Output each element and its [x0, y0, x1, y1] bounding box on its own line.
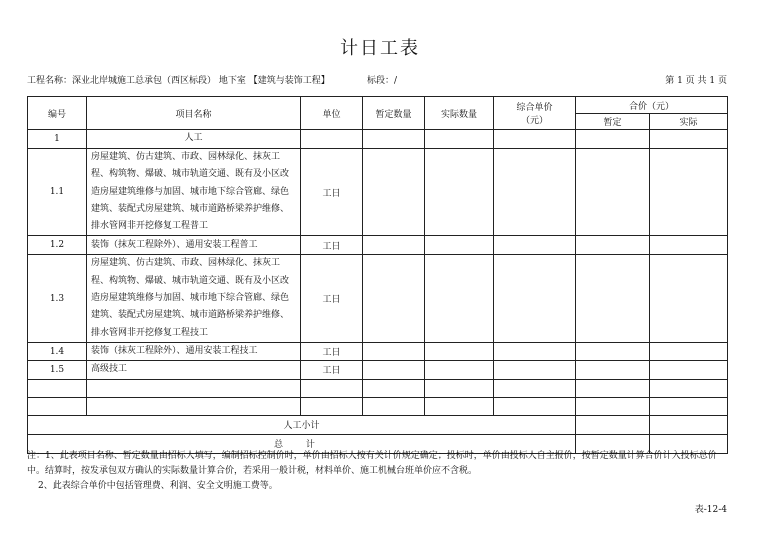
project-name: 工程名称：深业北岸城施工总承包（西区标段） 地下室 【建筑与装饰工程】	[27, 76, 330, 86]
notes	[27, 449, 727, 494]
table-meta	[27, 73, 727, 87]
row-unit: 工日	[301, 236, 363, 255]
note-1: 注：1、此表项目名称、暂定数量由招标人填写，编制招标控制价时，单价由招标人按有关计价规定确定；投标时，单价由投标人自主报价，按暂定数量计算合价计入投标总价中。结算时，按发承包双方确认的实际数量计算合价，若采用一般计税，材料单价、施工机械台班单价应不含税。	[27, 451, 717, 476]
table-row	[28, 361, 728, 379]
header-unit-price-label: 综合单价	[516, 103, 553, 113]
section-label: 标段：/	[367, 76, 398, 86]
row-name: 房屋建筑、仿古建筑、市政、园林绿化、抹灰工程、构筑物、爆破、城市轨道交通、既有及小区改造房屋建筑维修与加固、城市地下综合管廊、绿色建筑、装配式房屋建筑、城市道路桥梁养护维修、排水管网非开挖修复工程技工	[87, 255, 301, 342]
header-total-est: 暂定	[576, 114, 650, 130]
row-unit: 工日	[301, 342, 363, 360]
row-no: 1	[28, 130, 87, 149]
row-no: 1.5	[28, 361, 87, 379]
header-est-qty: 暂定数量	[363, 97, 425, 130]
total-label: 总 计	[28, 434, 576, 453]
header-actual-qty: 实际数量	[425, 97, 494, 130]
header-total: 合价（元）	[576, 97, 728, 114]
table-row	[28, 149, 728, 236]
header-name: 项目名称	[87, 97, 301, 130]
header-total-actual: 实际	[650, 114, 728, 130]
row-name: 装饰（抹灰工程除外）、通用安装工程技工	[87, 342, 301, 360]
subtotal-label: 人工小计	[28, 415, 576, 434]
row-no: 1.4	[28, 342, 87, 360]
header-no: 编号	[28, 97, 87, 130]
header-unit: 单位	[301, 97, 363, 130]
row-no: 1.2	[28, 236, 87, 255]
row-name: 高级技工	[87, 361, 301, 379]
page-indicator: 第 1 页 共 1 页	[665, 76, 727, 86]
row-name: 人工	[87, 130, 301, 149]
day-work-table	[27, 96, 728, 454]
row-name: 装饰（抹灰工程除外）、通用安装工程普工	[87, 236, 301, 255]
empty-row	[28, 379, 728, 397]
note-2: 2、此表综合单价中包括管理费、利润、安全文明施工费等。	[38, 481, 278, 491]
table-row	[28, 342, 728, 360]
subtotal-row	[28, 415, 728, 434]
header-unit-price	[494, 97, 576, 130]
row-unit	[301, 130, 363, 149]
row-unit: 工日	[301, 255, 363, 342]
header-unit-price-unit: （元）	[520, 116, 548, 126]
row-no: 1.3	[28, 255, 87, 342]
empty-row	[28, 397, 728, 415]
page-title: 计日工表	[340, 38, 420, 59]
row-unit: 工日	[301, 149, 363, 236]
table-code: 表-12-4	[694, 505, 727, 515]
row-no: 1.1	[28, 149, 87, 236]
table-row	[28, 130, 728, 149]
table-row	[28, 255, 728, 342]
row-unit: 工日	[301, 361, 363, 379]
row-name: 房屋建筑、仿古建筑、市政、园林绿化、抹灰工程、构筑物、爆破、城市轨道交通、既有及小区改造房屋建筑维修与加固、城市地下综合管廊、绿色建筑、装配式房屋建筑、城市道路桥梁养护维修、排水管网非开挖修复工程普工	[87, 149, 301, 236]
table-row	[28, 236, 728, 255]
